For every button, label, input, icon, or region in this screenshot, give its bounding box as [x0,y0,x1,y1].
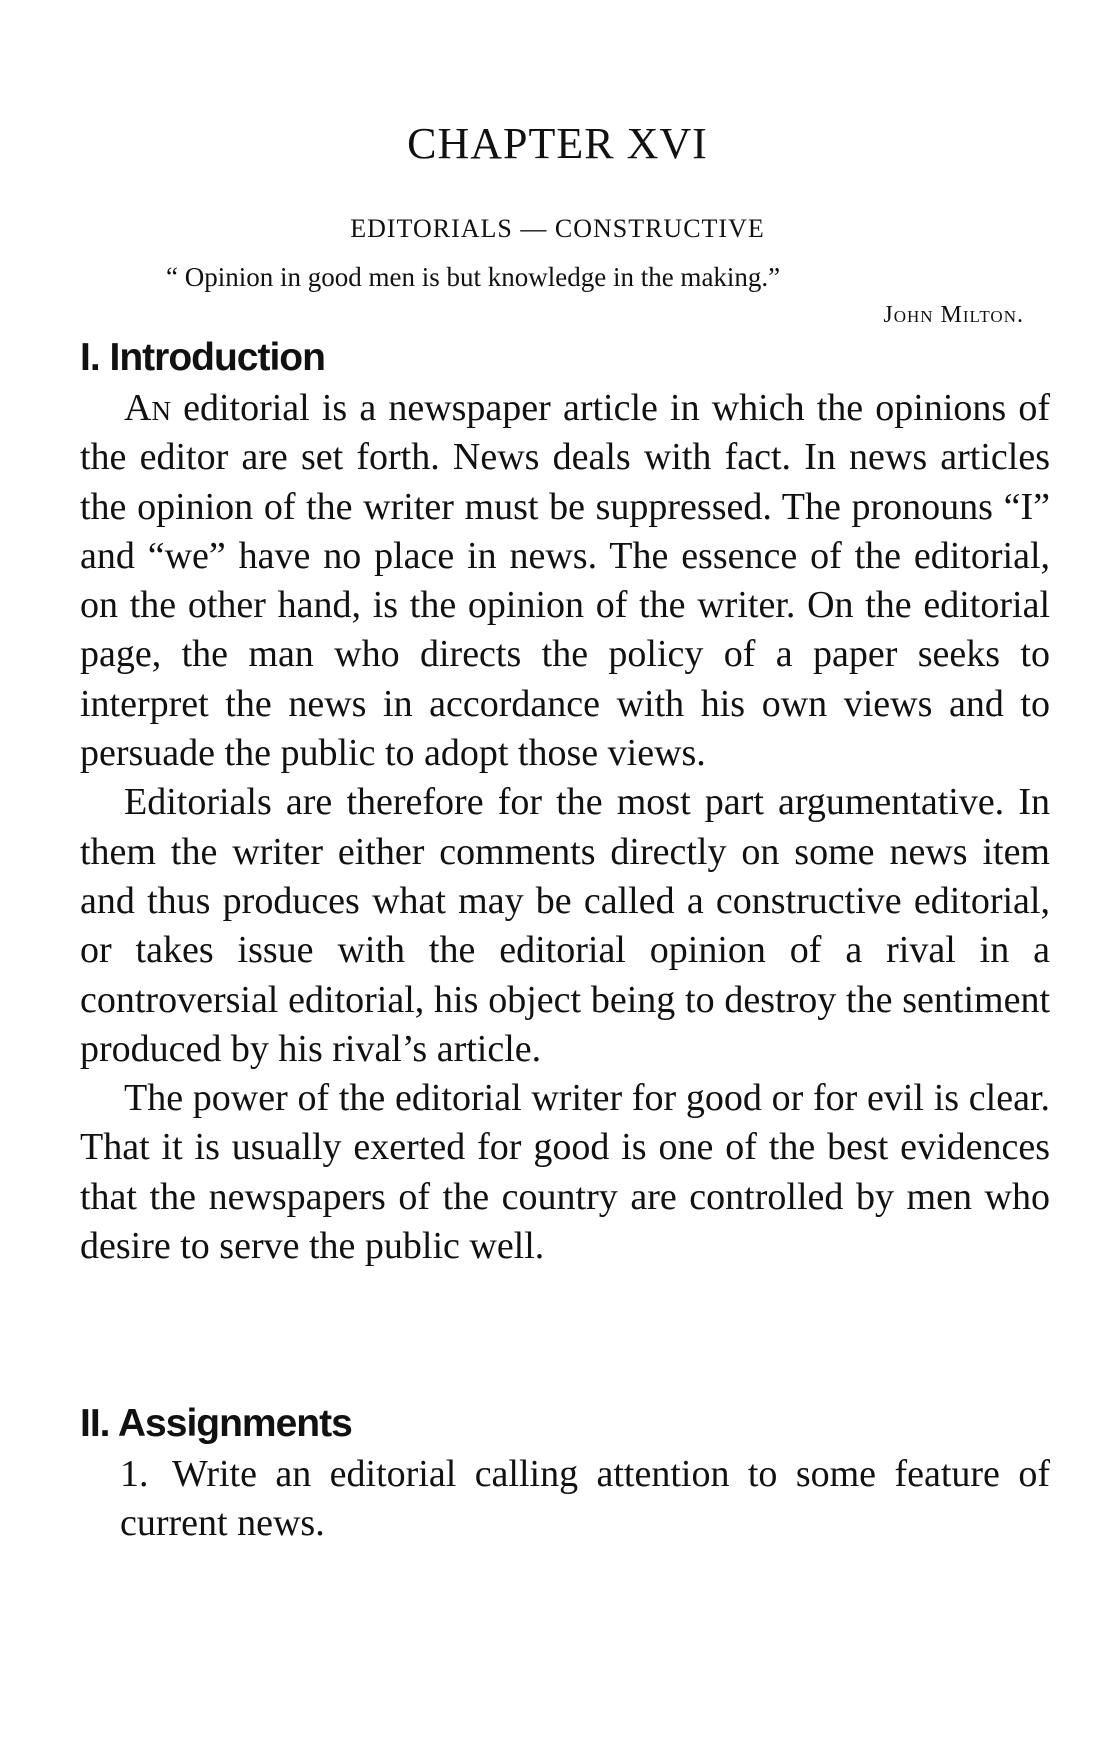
epigraph-author: John Milton. [883,302,1024,328]
section-heading-introduction: I. Introduction [80,336,325,379]
epigraph-quote: “ Opinion in good men is but knowledge in the making.” [166,262,781,292]
assignment-number: 1. [120,1453,149,1495]
paragraph-text: editorial is a newspaper article in which the opinions of the editor are set forth. News deals with fact. In news articles the opinion of the writer must be suppressed. The pronouns “I” and “we” have no place in news. The essence of the editorial, on the other hand, is the opinion of the writer. On the editorial page, the man who directs the policy of a paper seeks to interpret the news in accordance with his own views and to persuade the public to adopt those views. [80,387,1050,775]
assignment-item [120,1450,1050,1549]
assignment-text: Write an editorial calling attention to some feature of current news. [120,1453,1050,1545]
chapter-subtitle: EDITORIALS — CONSTRUCTIVE [350,214,765,243]
section-heading-assignments: II. Assignments [80,1402,352,1445]
paragraph [80,384,1050,778]
introduction-body [80,384,1050,1271]
paragraph: Editorials are therefore for the most part argumentative. In them the writer either comments directly on some news item and thus produces what may be called a constructive editorial, or takes issue with the editorial opinion of a rival in a controversial editorial, his object being to destroy the sentiment produced by his rival’s article. [80,781,1050,1070]
paragraph-lead-word: An [124,387,171,429]
paragraph: The power of the editorial writer for good or for evil is clear. That it is usually exerted for good is one of the best evidences that the newspapers of the country are controlled by men who desire to serve the public well. [80,1077,1050,1268]
chapter-title: CHAPTER XVI [407,119,708,168]
